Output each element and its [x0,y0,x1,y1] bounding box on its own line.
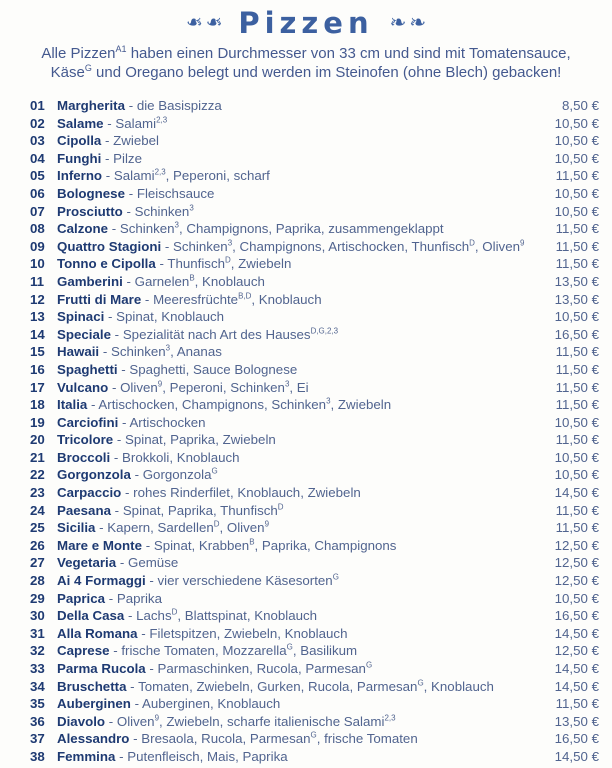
menu-item-row [30,414,599,432]
item-description: Zwiebel [113,133,159,149]
item-price: 10,50 € [554,150,599,166]
menu-item-row [30,590,599,608]
menu-item-row [30,150,599,168]
item-name: Parma Rucola [57,661,146,676]
item-number: 36 [30,713,45,729]
item-text [57,361,548,379]
item-number: 31 [30,625,45,641]
item-separator: - [141,625,146,641]
item-description: Spezialität nach Art des Hauses$^{D,G,2,3}$ [122,326,339,342]
item-name: Tricolore [57,432,114,448]
menu-item-row [30,484,599,502]
item-price: 11,50 € [555,397,599,413]
menu-item-row [30,695,599,713]
item-description: Pilze [113,150,142,166]
item-number: 38 [30,748,45,764]
item-separator: - [122,414,127,430]
item-separator: - [111,379,117,395]
item-separator: - [114,326,120,342]
menu-item-row [30,185,599,203]
item-price: 10,50 € [554,115,599,131]
menu-item-row [30,625,599,643]
item-description: Meeresfrüchte$^{B,D}$, Knoblauch [153,291,322,307]
item-number: 09 [30,238,45,254]
menu-item-row [30,572,599,590]
item-name: Carciofini [57,414,119,430]
item-name: Prosciutto [57,203,123,219]
item-separator: - [107,115,112,131]
item-number: 17 [30,379,45,395]
item-text [57,678,547,696]
item-price: 16,50 € [554,326,599,342]
item-number: 25 [30,520,45,536]
item-price: 11,50 € [555,502,599,518]
item-name: Paprica [57,590,106,606]
item-separator: - [119,555,125,571]
item-text [57,115,547,133]
item-description: Lachs$^D$, Blattspinat, Knoblauch [136,607,318,624]
item-price: 12,50 € [554,573,599,589]
item-number: 26 [30,537,45,553]
menu-item-row [30,255,599,273]
item-price: 11,50 € [555,256,599,272]
item-price: 12,50 € [554,643,599,659]
item-description: Parmaschinken, Rucola, Parmesan$^G$ [157,660,373,676]
item-separator: - [105,150,110,166]
item-separator: - [128,185,134,201]
menu-item-row [30,537,599,555]
item-number: 30 [30,608,45,624]
item-number: 14 [30,326,45,342]
item-name: Italia [57,397,88,413]
item-price: 14,50 € [554,748,599,764]
item-number: 19 [30,414,45,430]
item-separator: - [125,485,130,501]
menu-item-row [30,748,599,766]
item-separator: - [99,520,104,536]
item-price: 10,50 € [554,203,599,219]
item-price: 11,50 € [555,696,599,712]
menu-item-row [30,379,599,397]
menu-item-row [30,449,599,467]
item-price: 11,50 € [555,238,599,254]
menu-item-row [30,431,599,449]
item-number: 24 [30,502,45,518]
item-description: Schinken$^3$, Champignons, Artischocken, Thunfisch$^D$, Oliven$^9$ [173,238,525,254]
menu-item-row [30,132,599,150]
subtitle-line: Käse$^G$ und Oregano belegt und werden im Steinofen (ohne Blech) gebacken! [50,63,562,81]
item-number: 37 [30,731,45,747]
item-number: 15 [30,344,45,360]
item-separator: - [128,98,134,113]
item-description: Putenfleisch, Mais, Paprika [127,748,288,764]
item-price: 8,50 € [562,98,599,113]
item-name: Caprese [57,643,110,659]
menu-item-row [30,554,599,572]
item-price: 10,50 € [554,590,599,606]
menu-item-row [30,115,599,133]
item-name: Diavolo [57,713,106,729]
item-price: 11,50 € [555,168,599,184]
item-name: Margherita [57,98,125,113]
item-name: Gorgonzola [57,467,131,483]
item-number: 28 [30,573,45,589]
item-text [57,150,547,168]
item-name: Vulcano [57,379,109,395]
item-name: Calzone [57,221,108,237]
item-number: 07 [30,203,45,219]
item-number: 20 [30,432,45,448]
item-name: Frutti di Mare [57,291,142,307]
item-separator: - [159,256,164,272]
item-separator: - [116,432,122,448]
item-description: Spinat, Knoblauch [116,309,225,325]
menu-item-row [30,730,599,748]
item-price: 14,50 € [554,485,599,501]
menu-item-row [30,713,599,731]
item-separator: - [126,203,131,219]
item-separator: - [133,731,138,747]
item-description: Fleischsauce [136,185,215,201]
menu-item-row [30,519,599,537]
menu-item-row [30,343,599,361]
item-number: 03 [30,133,45,149]
item-description: Thunfisch$^D$, Zwiebeln [167,255,292,272]
item-name: Bruschetta [57,678,127,694]
item-text [57,132,547,150]
item-description: frische Tomaten, Mozzarella$^G$, Basilikum [121,642,358,659]
item-number: 10 [30,256,45,272]
item-separator: - [108,590,114,606]
item-name: Spaghetti [57,361,118,377]
page-title: Pizzen [238,6,374,40]
item-text [57,713,547,731]
item-text [57,238,548,256]
item-text [57,484,547,502]
item-separator: - [91,397,96,413]
item-price: 10,50 € [554,414,599,430]
item-separator: - [134,696,140,712]
item-number: 32 [30,643,45,659]
item-description: Salami$^{2,3}$, Peperoni, scharf [113,167,270,184]
item-separator: - [113,449,119,465]
item-description: Oliven$^9$, Peperoni, Schinken$^3$, Ei [120,379,309,395]
menu-item-row [30,308,599,326]
item-name: Spinaci [57,309,105,325]
item-text [57,185,547,203]
item-description: Schinken$^3$, Champignons, Paprika, zusammengeklappt [119,220,444,237]
item-text [57,607,547,625]
menu-item-row [30,97,599,115]
item-name: Hawaii [57,344,100,360]
menu-item-row [30,678,599,696]
item-price: 14,50 € [554,625,599,641]
item-text [57,502,548,520]
item-price: 11,50 € [555,432,599,448]
item-text [57,748,547,766]
item-name: Alessandro [57,731,130,747]
item-number: 21 [30,449,45,465]
item-text [57,519,548,537]
item-separator: - [134,467,140,483]
item-price: 11,50 € [555,221,599,237]
item-name: Mare e Monte [57,537,142,553]
item-number: 04 [30,150,45,166]
item-name: Ai 4 Formaggi [57,573,146,589]
menu-item-row [30,291,599,309]
item-price: 10,50 € [554,449,599,465]
item-name: Inferno [57,168,103,184]
item-separator: - [149,573,154,589]
item-text [57,572,547,590]
item-text [57,730,547,748]
item-separator: - [119,748,124,764]
item-text [57,625,547,643]
menu-item-row [30,220,599,238]
menu-item-row [30,203,599,221]
item-number: 16 [30,361,45,377]
item-name: Quattro Stagioni [57,238,162,254]
item-separator: - [164,238,170,254]
item-description: Garnelen$^B$, Knoblauch [134,273,265,289]
item-number: 29 [30,590,45,606]
item-text [57,396,548,414]
item-description: Tomaten, Zwiebeln, Gurken, Rucola, Parmesan$^G$, Knoblauch [138,678,494,694]
item-text [57,308,547,326]
menu-item-row [30,466,599,484]
item-price: 10,50 € [554,185,599,201]
item-number: 22 [30,467,45,483]
item-number: 05 [30,168,45,184]
item-description: Gorgonzola$^G$ [142,467,218,483]
menu-subtitle [0,44,612,82]
item-number: 35 [30,696,45,712]
menu-item-row [30,660,599,678]
item-number: 02 [30,115,45,131]
item-description: Schinken$^3$ [134,203,194,219]
item-price: 11,50 € [555,379,599,395]
item-text [57,660,547,678]
item-text [57,537,547,555]
item-text [57,695,548,713]
item-text [57,414,547,432]
item-name: Alla Romana [57,625,138,641]
title-row [0,5,612,41]
item-text [57,291,547,309]
item-name: Gamberini [57,273,123,289]
item-text [57,326,547,344]
item-separator: - [113,643,118,659]
item-description: Artischocken, Champignons, Schinken$^3$, Zwiebeln [98,396,392,413]
item-description: Auberginen, Knoblauch [141,696,281,712]
item-description: Spaghetti, Sauce Bolognese [129,361,298,377]
item-text [57,220,548,238]
item-name: Speciale [57,326,111,342]
item-separator: - [111,221,117,237]
item-separator: - [127,608,133,624]
menu-item-row [30,273,599,291]
flourish-ornament-icon: ❧❧ [389,12,430,34]
item-price: 12,50 € [554,537,599,553]
item-description: Oliven$^9$, Zwiebeln, scharfe italienische Salami$^{2,3}$ [116,713,396,729]
item-name: Sicilia [57,520,96,536]
item-description: rohes Rinderfilet, Knoblauch, Zwiebeln [133,485,361,501]
item-separator: - [126,273,131,289]
item-price: 10,50 € [554,133,599,149]
item-text [57,554,547,572]
item-number: 01 [30,98,45,113]
item-number: 27 [30,555,45,571]
item-separator: - [105,133,110,149]
item-number: 13 [30,309,45,325]
item-text [57,343,548,361]
item-number: 23 [30,485,45,501]
item-text [57,167,548,185]
item-name: Femmina [57,748,116,764]
item-separator: - [130,678,135,694]
item-number: 12 [30,291,45,307]
item-text [57,590,547,608]
item-name: Broccoli [57,449,111,465]
item-text [57,431,548,449]
item-text [57,255,548,273]
item-price: 16,50 € [554,731,599,747]
item-description: Paprika [116,590,162,606]
flourish-ornament-icon: ❧❧ [182,12,223,34]
menu-item-row [30,238,599,256]
item-number: 33 [30,661,45,676]
item-separator: - [121,361,126,377]
item-number: 18 [30,397,45,413]
item-number: 08 [30,221,45,237]
item-price: 14,50 € [554,678,599,694]
item-description: Kapern, Sardellen$^D$, Oliven$^9$ [107,519,270,536]
item-name: Vegetaria [57,555,117,571]
item-text [57,379,548,397]
item-name: Cipolla [57,133,102,149]
item-name: Auberginen [57,696,131,712]
item-text [57,466,547,484]
item-text [57,97,554,115]
item-price: 11,50 € [555,344,599,360]
item-description: Spinat, Paprika, Thunfisch$^D$ [122,502,284,518]
menu-item-row [30,396,599,414]
item-name: Funghi [57,150,102,166]
item-separator: - [108,713,114,729]
item-description: Bresaola, Rucola, Parmesan$^G$, frische Tomaten [141,730,418,747]
menu-item-row [30,642,599,660]
menu-item-row [30,167,599,185]
item-separator: - [144,291,150,307]
subtitle-line: Alle Pizzen$^{A1}$ haben einen Durchmesser von 33 cm und sind mit Tomatensauce, [41,44,571,62]
item-name: Tonno e Cipolla [57,256,156,272]
item-price: 10,50 € [554,467,599,483]
item-name: Della Casa [57,608,125,624]
item-description: Spinat, Krabben$^B$, Paprika, Champignons [153,537,397,553]
menu-item-row [30,502,599,520]
item-description: Gemüse [127,555,179,571]
item-number: 34 [30,678,45,694]
menu-item-row [30,607,599,625]
item-separator: - [114,502,120,518]
item-text [57,449,547,467]
item-separator: - [108,309,113,325]
item-price: 13,50 € [554,713,599,729]
item-separator: - [105,168,111,184]
item-price: 11,50 € [555,361,599,377]
item-price: 10,50 € [554,309,599,325]
item-price: 14,50 € [554,661,599,676]
item-price: 12,50 € [554,555,599,571]
item-description: die Basispizza [136,98,222,113]
item-number: 11 [30,273,45,289]
menu-list [0,97,612,766]
item-description: Brokkoli, Knoblauch [122,449,240,465]
item-name: Salame [57,115,104,131]
menu-item-row [30,326,599,344]
item-name: Carpaccio [57,485,122,501]
item-name: Bolognese [57,185,125,201]
item-description: Schinken$^3$, Ananas [110,343,222,360]
item-text [57,642,547,660]
menu-header [0,5,612,82]
item-text [57,273,547,291]
item-price: 13,50 € [554,273,599,289]
item-separator: - [102,344,108,360]
item-name: Paesana [57,502,111,518]
item-description: Filetspitzen, Zwiebeln, Knoblauch [149,625,348,641]
item-separator: - [149,661,154,676]
item-price: 11,50 € [555,520,599,536]
item-description: vier verschiedene Käsesorten$^G$ [157,572,339,589]
item-number: 06 [30,185,45,201]
item-price: 16,50 € [554,608,599,624]
menu-item-row [30,361,599,379]
item-price: 13,50 € [554,291,599,307]
item-description: Salami$^{2,3}$ [115,115,168,131]
item-text [57,203,547,221]
item-description: Artischocken [129,414,206,430]
item-description: Spinat, Paprika, Zwiebeln [125,432,276,448]
item-separator: - [145,537,151,553]
